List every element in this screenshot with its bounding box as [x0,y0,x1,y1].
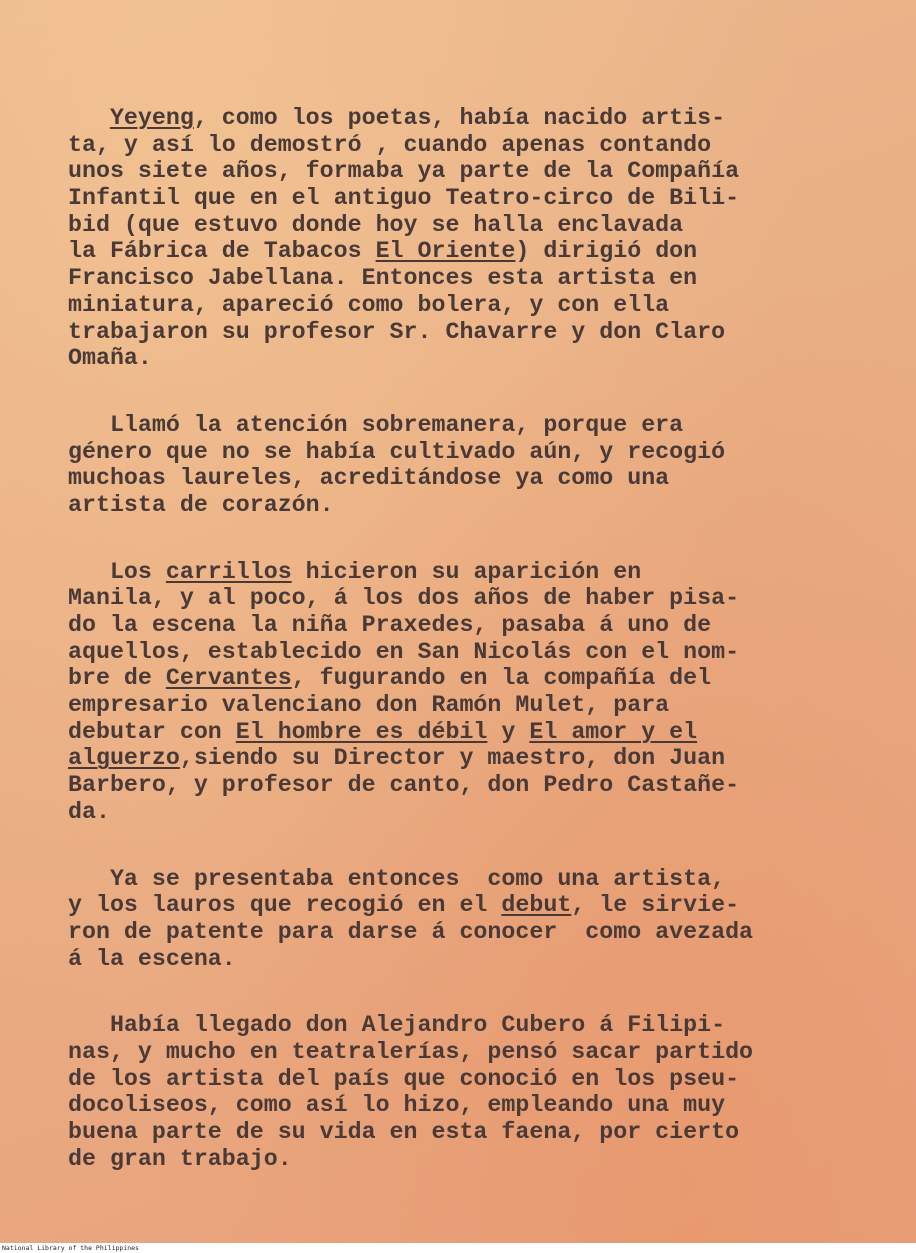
text-line [68,238,848,265]
underlined-title: alguerzo [68,745,180,772]
text-segment: trabajaron su profesor Sr. Chavarre y don Claro [68,318,726,345]
text-segment: do la escena la niña Praxedes, pasaba á uno de [68,612,712,638]
text-segment: género que no se había cultivado aún, y recogió [68,438,726,465]
text-segment: miniatura, apareció como bolera, y con ella [68,291,670,318]
text-line [68,866,848,893]
text-line [68,158,848,185]
text-segment: empresario valenciano don Ramón Mulet, para [68,692,670,719]
footer-credit: National Library of the Philippines [2,1244,139,1252]
text-segment: ) dirigió don [515,238,698,265]
text-line [68,465,848,492]
text-segment: Francisco Jabellana. Entonces esta artista en [68,265,698,292]
text-segment: Había llegado don Alejandro Cubero á Filipi- [68,1012,726,1039]
text-segment: , como los poetas, había nacido artis- [193,105,726,131]
text-segment: ron de patente para darse á conocer como avezada [68,918,754,945]
text-segment: , le sirvie- [571,892,740,919]
text-line [68,1039,848,1066]
paragraph [68,412,848,519]
paragraph [68,866,848,973]
text-line [68,1066,848,1093]
text-line [68,799,848,826]
underlined-title: Yeyeng [109,105,194,131]
text-segment: y los lauros que recogió en el [68,892,502,919]
text-segment: bre de [68,665,166,692]
text-segment: la Fábrica de Tabacos [68,238,376,265]
text-segment: á la escena. [68,945,236,972]
text-line [68,212,848,239]
underlined-title: Cervantes [165,665,292,692]
text-segment [68,105,110,131]
text-segment: , fugurando en la compañía del [291,665,712,692]
text-line [68,1119,848,1146]
text-segment: buena parte de su vida en esta faena, por cierto [68,1119,740,1145]
text-segment: debutar con [68,718,236,745]
text-line [68,772,848,799]
text-segment: Ya se presentaba entonces como una artista, [68,865,726,892]
underlined-title: El amor y el [529,718,698,745]
text-segment: nas, y mucho en teatralerías, pensó sacar partido [68,1038,754,1065]
text-line [68,665,848,692]
text-segment: hicieron su aparición en [291,558,642,585]
text-line [68,319,848,346]
text-line [68,439,848,466]
text-segment: artista de corazón. [68,491,334,518]
text-segment: Omaña. [68,345,152,372]
text-line [68,1146,848,1173]
text-segment: da. [68,798,110,825]
text-segment: y [487,718,530,745]
text-line [68,345,848,372]
underlined-title: El hombre es débil [235,718,488,745]
text-line [68,492,848,519]
text-line [68,559,848,586]
paragraph [68,1012,848,1172]
text-line [68,412,848,439]
text-line [68,745,848,772]
text-line [68,919,848,946]
text-line [68,1012,848,1039]
text-line [68,892,848,919]
text-line [68,692,848,719]
text-segment: Manila, y al poco, á los dos años de haber pisa- [68,585,740,612]
underlined-title: debut [501,892,572,919]
text-line [68,132,848,159]
body-text [68,105,848,1212]
text-line [68,639,848,666]
underlined-title: El Oriente [375,238,516,265]
text-line [68,719,848,746]
text-line [68,946,848,973]
text-line [68,585,848,612]
text-segment: bid (que estuvo donde hoy se halla enclavada [68,211,684,238]
text-line [68,105,848,132]
text-line [68,185,848,212]
text-line [68,292,848,319]
text-segment: Barbero, y profesor de canto, don Pedro Castañe- [68,772,740,799]
paragraph [68,559,848,826]
text-segment: aquellos, establecido en San Nicolás con el nom- [68,638,740,665]
text-segment: Llamó la atención sobremanera, porque era [68,411,684,438]
text-segment: unos siete años, formaba ya parte de la Compañía [68,158,740,185]
underlined-title: carrillos [165,558,292,585]
text-segment: de los artista del país que conoció en los pseu- [68,1065,740,1092]
text-segment: docoliseos, como así lo hizo, empleando una muy [68,1092,726,1119]
text-line [68,612,848,639]
text-segment: ta, y así lo demostró , cuando apenas contando [68,131,712,158]
text-segment: Infantil que en el antiguo Teatro-circo de Bili- [68,185,740,212]
text-segment: ,siendo su Director y maestro, don Juan [179,745,726,772]
text-line [68,265,848,292]
text-segment: muchoas laureles, acreditándose ya como una [68,465,670,492]
text-line [68,1092,848,1119]
text-segment: de gran trabajo. [68,1145,292,1172]
paragraph [68,105,848,372]
text-segment: Los [68,558,166,585]
